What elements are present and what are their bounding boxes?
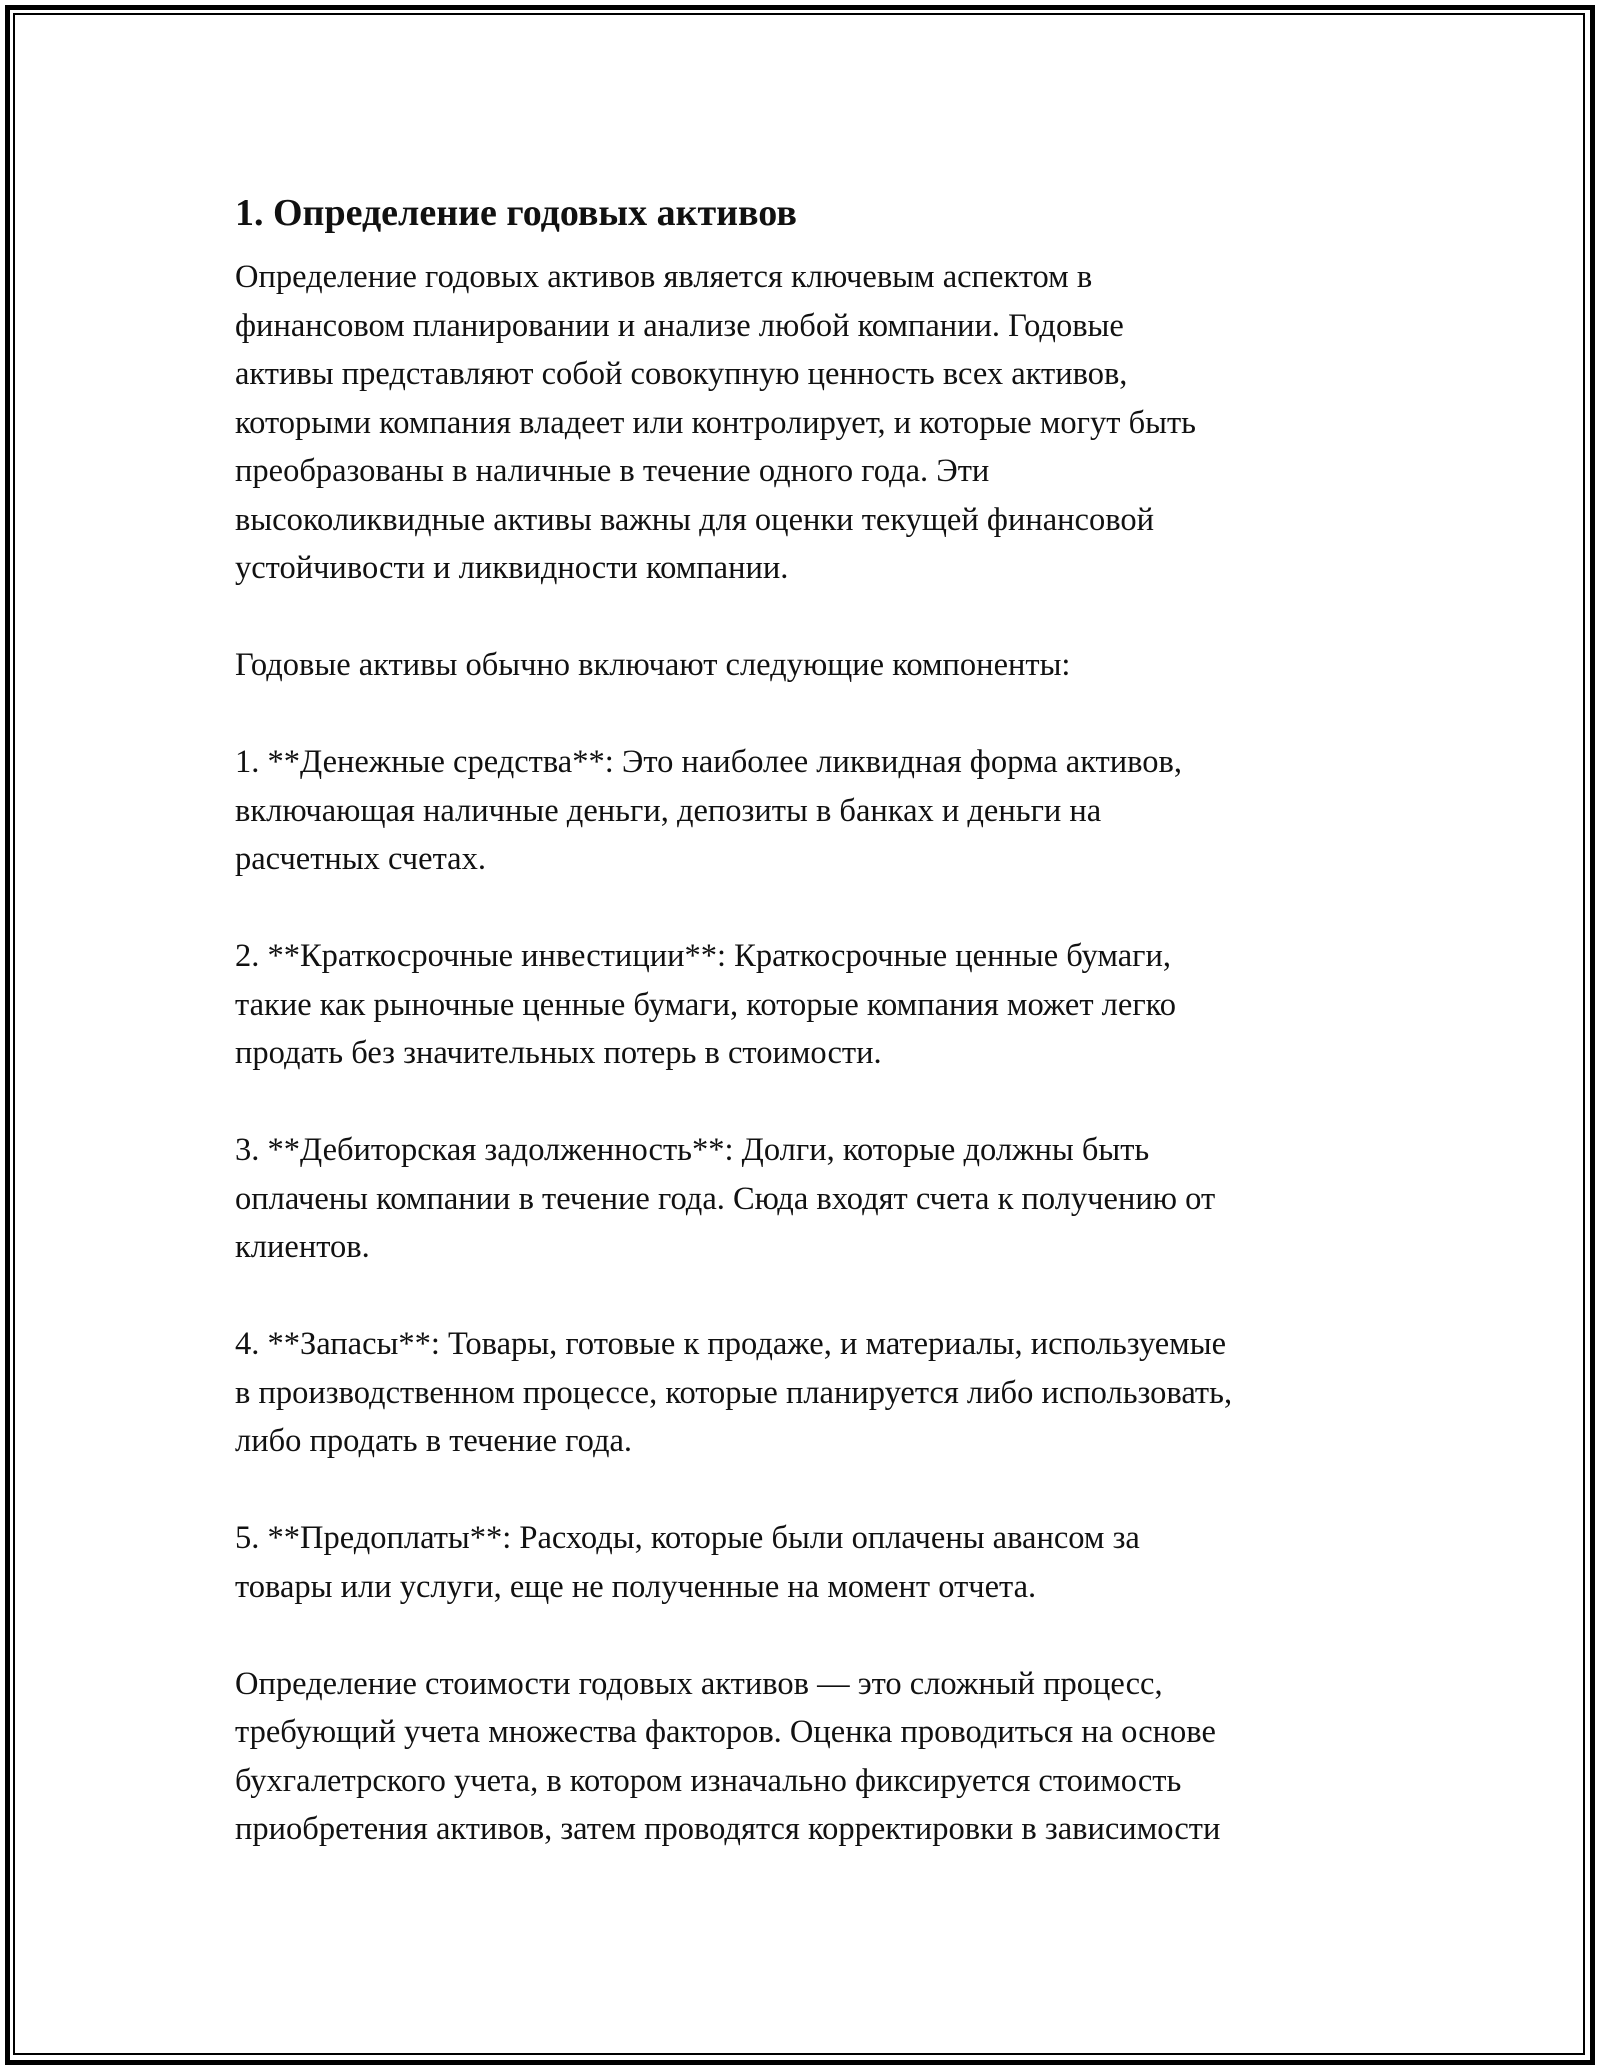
text-line: оплачены компании в течение года. Сюда входят счета к получению от (235, 1180, 1216, 1217)
text-line: 5. **Предоплаты**: Расходы, которые были оплачены авансом за (235, 1520, 1140, 1556)
list-item-cash (235, 738, 1385, 884)
text-line: требующий учета множества факторов. Оценка проводиться на основе (235, 1714, 1216, 1750)
text-line: 3. **Дебиторская задолженность**: Долги, которые должны быть (235, 1132, 1150, 1168)
text-line: Годовые активы обычно включают следующие компоненты: (235, 647, 1071, 683)
text-line: клиентов. (235, 1229, 370, 1265)
section-heading: 1. Определение годовых активов (235, 192, 797, 234)
paragraph-intro (235, 253, 1385, 593)
text-line: 4. **Запасы**: Товары, готовые к продаже, и материалы, используемые (235, 1326, 1227, 1362)
text-line: устойчивости и ликвидности компании. (235, 550, 789, 586)
text-line: либо продать в течение года. (235, 1423, 633, 1459)
document-body (235, 185, 1385, 1902)
paragraph-components-intro (235, 641, 1385, 690)
text-line: в производственном процессе, которые планируется либо использовать, (235, 1374, 1233, 1411)
text-line: активы представляют собой совокупную ценность всех активов, (235, 356, 1128, 392)
text-line: такие как рыночные ценные бумаги, которые компания может легко (235, 986, 1177, 1023)
text-line: преобразованы в наличные в течение одного года. Эти (235, 453, 990, 489)
text-line: Определение стоимости годовых активов — это сложный процесс, (235, 1665, 1163, 1702)
text-line: финансовом планировании и анализе любой компании. Годовые (235, 307, 1124, 344)
text-line: бухгалетрского учета, в котором изначально фиксируется стоимость (235, 1762, 1182, 1799)
text-line: продать без значительных потерь в стоимости. (235, 1035, 882, 1071)
list-item-receivables (235, 1126, 1385, 1272)
text-line: высоколиквидные активы важны для оценки текущей финансовой (235, 501, 1154, 538)
text-line: которыми компания владеет или контролирует, и которые могут быть (235, 404, 1196, 441)
text-line: включающая наличные деньги, депозиты в банках и деньги на (235, 792, 1102, 829)
text-line: 1. **Денежные средства**: Это наиболее ликвидная форма активов, (235, 744, 1182, 780)
text-line: товары или услуги, еще не полученные на момент отчета. (235, 1568, 1037, 1605)
list-item-prepayments (235, 1514, 1385, 1611)
text-line: приобретения активов, затем проводятся корректировки в зависимости (235, 1811, 1221, 1847)
text-line: расчетных счетах. (235, 841, 486, 877)
text-line: Определение годовых активов является ключевым аспектом в (235, 259, 1093, 295)
list-item-inventory (235, 1320, 1385, 1466)
text-line: 2. **Краткосрочные инвестиции**: Краткосрочные ценные бумаги, (235, 938, 1171, 974)
list-item-short-term-investments (235, 932, 1385, 1078)
paragraph-valuation (235, 1660, 1385, 1854)
